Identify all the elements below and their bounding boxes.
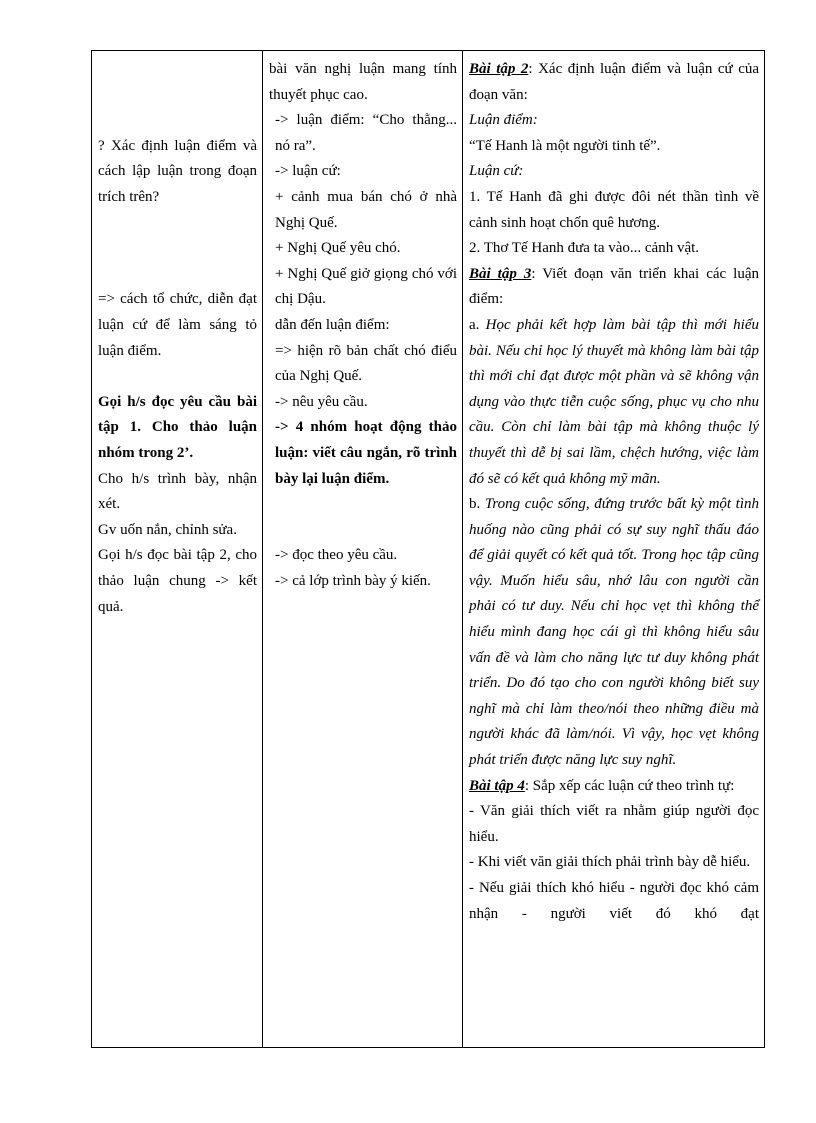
- student-line-bold: -> 4 nhóm hoạt động thảo luận: viết câu ngắn, rõ trình bày lại luận điểm.: [275, 419, 457, 487]
- present-instruction: Cho h/s trình bày, nhận xét.: [98, 470, 257, 513]
- sequence-item: - Văn giải thích viết ra nhằm giúp người đọc hiểu.: [469, 803, 759, 845]
- student-line: + cảnh mua bán chó ở nhà Nghị Quế.: [275, 188, 457, 231]
- student-line: + Nghị Quế giở giọng chó với chị Dậu.: [275, 265, 457, 308]
- exercise-4: [469, 774, 759, 800]
- exercise-2-text: : Xác định luận điểm và luận cứ của đoạn văn:: [469, 61, 760, 103]
- student-line: -> luận cứ:: [275, 163, 341, 180]
- paragraph-b-prefix: b.: [469, 496, 485, 513]
- exercise-3: [469, 262, 759, 313]
- content-cell: [463, 51, 765, 1048]
- correct-instruction: Gv uốn nắn, chỉnh sửa.: [98, 521, 237, 538]
- thesis-text: “Tế Hanh là một người tinh tế”.: [469, 137, 661, 154]
- argument-1: 1. Tế Hanh đã ghi được đôi nét thần tình về cảnh sinh hoạt chốn quê hương.: [469, 188, 759, 231]
- paragraph-a: [469, 313, 759, 492]
- paragraph-a-prefix: a.: [469, 316, 486, 333]
- task2-instruction: Gọi h/s đọc bài tập 2, cho thảo luận chung -> kết quả.: [98, 547, 257, 615]
- exercise-2-label: Bài tập 2: [469, 61, 529, 77]
- exercise-4-label: Bài tập 4: [469, 777, 525, 794]
- question-text: ? Xác định luận điểm và cách lập luận trong đoạn trích trên?: [98, 137, 257, 205]
- task1-instruction: Gọi h/s đọc yêu cầu bài tập 1. Cho thảo luận nhóm trong 2’.: [98, 393, 257, 461]
- sequence-item: - Nếu giải thích khó hiểu - người đọc khó cảm nhận - người viết đó khó đạt: [469, 880, 759, 922]
- thesis-label: Luận điểm:: [469, 112, 538, 129]
- teacher-activity-cell: [92, 51, 263, 1048]
- exercise-4-text: : Sắp xếp các luận cứ theo trình tự:: [524, 777, 735, 794]
- student-activity-cell: [263, 51, 463, 1048]
- student-line: => hiện rõ bản chất chó điểu của Nghị Quế.: [275, 342, 457, 385]
- exercise-2: [469, 57, 759, 108]
- answer-text: => cách tổ chức, diễn đạt luận cứ để làm sáng tỏ luận điểm.: [98, 291, 257, 359]
- student-line: -> luận điểm: “Cho thằng... nó ra”.: [275, 112, 457, 154]
- argument-2: 2. Thơ Tế Hanh đưa ta vào... cảnh vật.: [469, 240, 700, 257]
- sequence-item: - Khi viết văn giải thích phải trình bày dễ hiểu.: [469, 854, 751, 871]
- exercise-3-label: Bài tập 3: [469, 265, 532, 282]
- student-line: -> cả lớp trình bày ý kiến.: [275, 572, 431, 589]
- student-line: -> đọc theo yêu cầu.: [275, 547, 398, 564]
- table-row: [92, 51, 765, 1048]
- paragraph-a-text: Học phải kết hợp làm bài tập thì mới hiểu bài. Nếu chỉ học lý thuyết mà không làm bài tập thì mới chỉ đạt được một phần và sẽ không vận dụng vào thực tiễn cuộc sống, phục vụ cho nhu cầu. Còn chỉ làm bài tập mà không thuộc lý thuyết thì dễ bị sai lầm, chệch hướng, việc làm đó sẽ có kết quả không mỹ mãn.: [469, 316, 759, 487]
- student-line: dẫn đến luận điểm:: [275, 316, 390, 333]
- paragraph-b-text: Trong cuộc sống, đứng trước bất kỳ một tình huống nào cũng phải có sự suy nghĩ thấu đáo để giải quyết có kết quả tốt. Trong học tập cũng vậy. Muốn hiểu sâu, nhớ lâu con người cần phải có tư duy. Nếu chỉ học vẹt thì không thể hiểu mình đang học cái gì thì không hiểu sâu vấn đề và làm cho năng lực tư duy không phát triển. Do đó tạo cho con người không biết suy nghĩ mà chỉ làm theo/nói theo những điều mà người khác đã làm/nói. Vì vậy, học vẹt không phát triển được năng lực suy nghĩ.: [469, 496, 759, 769]
- student-line: + Nghị Quế yêu chó.: [275, 240, 401, 257]
- exercise-3-text: : Viết đoạn văn triển khai các luận điểm:: [469, 265, 760, 308]
- arguments-label: Luận cứ:: [469, 163, 524, 180]
- student-line: -> nêu yêu cầu.: [275, 393, 368, 410]
- lesson-table: [91, 50, 765, 1048]
- paragraph-b: [469, 492, 759, 774]
- student-line: bài văn nghị luận mang tính thuyết phục cao.: [269, 61, 457, 103]
